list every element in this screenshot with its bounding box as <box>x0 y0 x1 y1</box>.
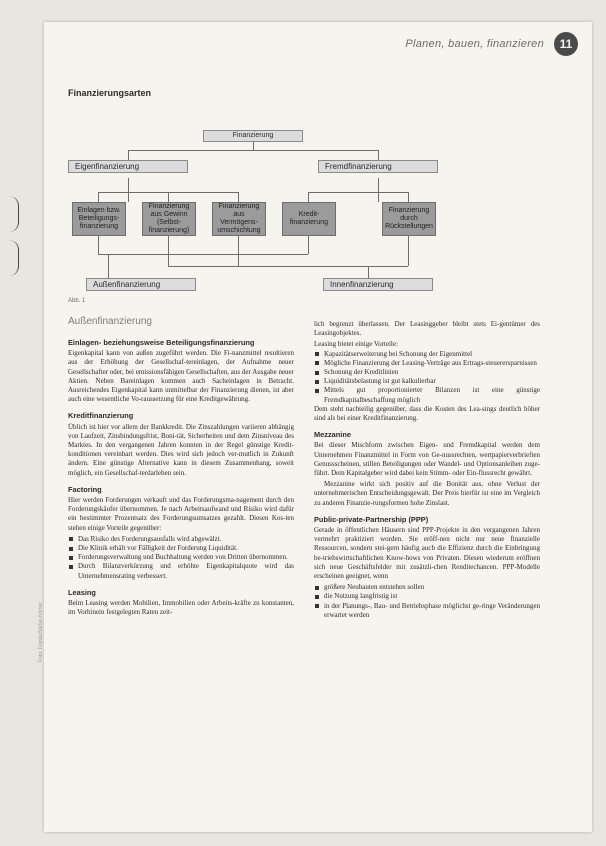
connector-line <box>168 266 408 267</box>
paragraph: Hier werden Forderungen verkauft und das Forderungsma-nagement durch den Forderungskäufer übernommen. Je nach Arbeitsaufwand und Risiko wird dafür ein bestimmter Prozentsatz des Forderungsumsatzes gezahlt. Diesen Kos-ten stehen einige Vorteile gegenüber: <box>68 496 294 532</box>
heading-beteiligung: Einlagen- beziehungsweise Beteiligungsfinanzierung <box>68 338 255 347</box>
list-item: Durch Bilanzverkürzung und erhöhte Eigenkapitalquote wird das Unternehmensrating verbessert. <box>68 562 294 580</box>
list-item: Die Klinik erhält vor Fälligkeit der Forderung Liquidität. <box>68 544 294 553</box>
connector-line <box>108 254 109 278</box>
ppp-list <box>314 583 540 620</box>
paragraph: lich begrenzt überlassen. Der Leasinggeber bleibt stets Ei-gentümer des Leasingobjektes. <box>314 320 540 338</box>
connector-line <box>98 254 308 255</box>
diagram-method-box: Einlagen bzw. Beteiligungs-finanzierung <box>72 202 126 236</box>
list-item: Das Risiko des Forderungsausfalls wird abgewälzt. <box>68 535 294 544</box>
connector-line <box>98 192 99 202</box>
heading-mezzanine: Mezzanine <box>314 430 351 440</box>
left-column <box>68 338 294 619</box>
connector-line <box>408 192 409 202</box>
paragraph: Mezzanine wirkt sich positiv auf die Bonität aus, ohne Verlust der unternehmerischen Entscheidungsgewalt. Der Preis hierfür ist eine im Vergleich zu anderen Finanzie-rungsformen hohe Zinslast. <box>314 480 540 507</box>
figure-caption: Abb. 1 <box>68 298 86 304</box>
list-item: Forderungsverwaltung und Buchhaltung werden von Dritten übernommen. <box>68 553 294 562</box>
connector-line <box>128 150 129 160</box>
eigenfinanzierung-box: Eigenfinanzierung <box>68 160 188 173</box>
connector-line <box>368 266 369 278</box>
binder-hole <box>8 240 19 276</box>
paragraph: Gerade in öffentlichen Häusern sind PPP-Projekte in den vergangenen Jahren vermehrt praktiziert worden. Sie eröff-nen nicht nur neue finanzielle Ressourcen, sondern stei-gern häufig auch die Effizienz durch die Einbringung be-triebswirtschaftlichen Know-hows von Privaten. Diesen wiederum eröffnen sich neue Geschäftsfelder mit zusätzli-chen Renditechancen. PPP-Modelle erscheinen geeignet, wenn <box>314 526 540 581</box>
subheading: Außenfinanzierung <box>68 316 152 327</box>
connector-line <box>128 178 129 202</box>
factoring-list <box>68 535 294 581</box>
paragraph: Üblich ist hier vor allem der Bankkredit. Die Zinszahlungen variieren abhängig von Laufzeit, Zinsbindungsfrist, Boni-tät, Sicherheiten und dem Zinsniveau des Marktes. In den vergangenen Jahren konnten in der Regel günstige Kredit-konditionen vereinbart werden. Dies wird sich jedoch ver-mutlich in Zukunft ändern. Eine günstige Alternative kann in diesem Zusammenhang, soweit möglich, ein Gesellschaf-terdarlehen sein. <box>68 422 294 477</box>
connector-line <box>378 178 379 202</box>
financing-diagram <box>68 102 438 292</box>
connector-line <box>308 236 309 254</box>
section-title: Finanzierungsarten <box>68 88 152 98</box>
binder-hole <box>8 196 19 232</box>
fremdfinanzierung-box: Fremdfinanzierung <box>318 160 438 173</box>
list-item: Mittels gut proportionierter Bilanzen ist eine günstige Fremdkapitalbeschaffung möglich <box>314 386 540 404</box>
paragraph: Dem steht nachteilig gegenüber, dass die Kosten des Lea-sings deutlich höher sind als bei einer Kreditfinanzierung. <box>314 404 540 423</box>
connector-line <box>168 236 169 266</box>
heading-kredit: Kreditfinanzierung <box>68 411 134 421</box>
list-item: in der Planungs-, Bau- und Betriebsphase möglichst ge-ringe Veränderungen erwartet werden <box>314 602 540 620</box>
paragraph: Beim Leasing werden Mobilien, Immobilien oder Arbeits-kräfte zu konstanten, im Vorhinein festgelegten Raten zeit- <box>68 599 294 617</box>
connector-line <box>128 150 378 151</box>
list-item: größere Neubauten entstehen sollen <box>314 583 540 592</box>
connector-line <box>98 236 99 254</box>
heading-leasing: Leasing <box>68 587 96 597</box>
photo-credit: Foto: Fotolia/Stefan Körber <box>38 601 44 662</box>
list-item: Kapazitätserweiterung bei Schonung der Eigenmittel <box>314 350 540 359</box>
connector-line <box>308 192 309 202</box>
diagram-root-box: Finanzierung <box>203 130 303 142</box>
diagram-method-box: Kredit-finanzierung <box>282 202 336 236</box>
diagram-method-box: Finanzierung aus Vermögens-umschichtung <box>212 202 266 236</box>
document-page <box>38 22 592 832</box>
page-number: 11 <box>554 32 578 56</box>
connector-line <box>238 192 239 202</box>
leasing-list <box>314 350 540 405</box>
connector-line <box>238 236 239 266</box>
innenfinanzierung-box: Innenfinanzierung <box>323 278 433 291</box>
connector-line <box>408 236 409 266</box>
paragraph: Bei dieser Mischform zwischen Eigen- und Fremdkapital werden dem Unternehmen Finanzmittel in Form von Ge-nussrechten, wertpapierverbrieften Genussscheinen, stillen Beteiligungen oder Wandel- und Optionsanleihen zuge-führt. Dem Kapitalgeber wird dabei kein Stimm- oder Ein-flussrecht gewährt. <box>314 441 540 478</box>
connector-line <box>253 142 254 150</box>
list-item: Mögliche Finanzierung der Leasing-Verträge aus Ertrags-steuerersparnissen <box>314 359 540 368</box>
connector-line <box>308 192 408 193</box>
heading-factoring: Factoring <box>68 484 102 494</box>
connector-line <box>168 192 169 202</box>
list-item: Liquiditätsbelastung ist gut kalkulierbar <box>314 377 540 386</box>
list-item: Schonung der Kreditlinien <box>314 368 540 377</box>
list-item: die Nutzung langfristig ist <box>314 592 540 601</box>
diagram-method-box: Finanzierung durch Rückstellungen <box>382 202 436 236</box>
diagram-method-box: Finanzierung aus Gewinn (Selbst-finanzierung) <box>142 202 196 236</box>
right-column <box>314 320 540 620</box>
paragraph: Eigenkapital kann von außen zugeführt werden. Die Fi-nanzmittel resultieren aus der Erhöhung der Gesellschaf-tereinlagen, der Aufnahme neuer Gesellschafter oder, bei emissionsfähigen Gesellschaften, aus der Ausgabe neuer Aktien. Neben Bareinlagen kommen auch Sacheinlagen in Betracht. Ausreichendes Eigenkapital kann unmittelbar der Finanzierung dienen, ist aber auch eine wesentliche Vo-raussetzung für eine Kreditgewährung. <box>68 349 294 404</box>
page-header <box>405 32 578 56</box>
header-title: Planen, bauen, finanzieren <box>405 38 544 50</box>
paragraph: Leasing bietet einige Vorteile: <box>314 340 398 349</box>
heading-ppp: Public-private-Partnership (PPP) <box>314 514 429 524</box>
aussenfinanzierung-box: Außenfinanzierung <box>86 278 196 291</box>
connector-line <box>378 150 379 160</box>
